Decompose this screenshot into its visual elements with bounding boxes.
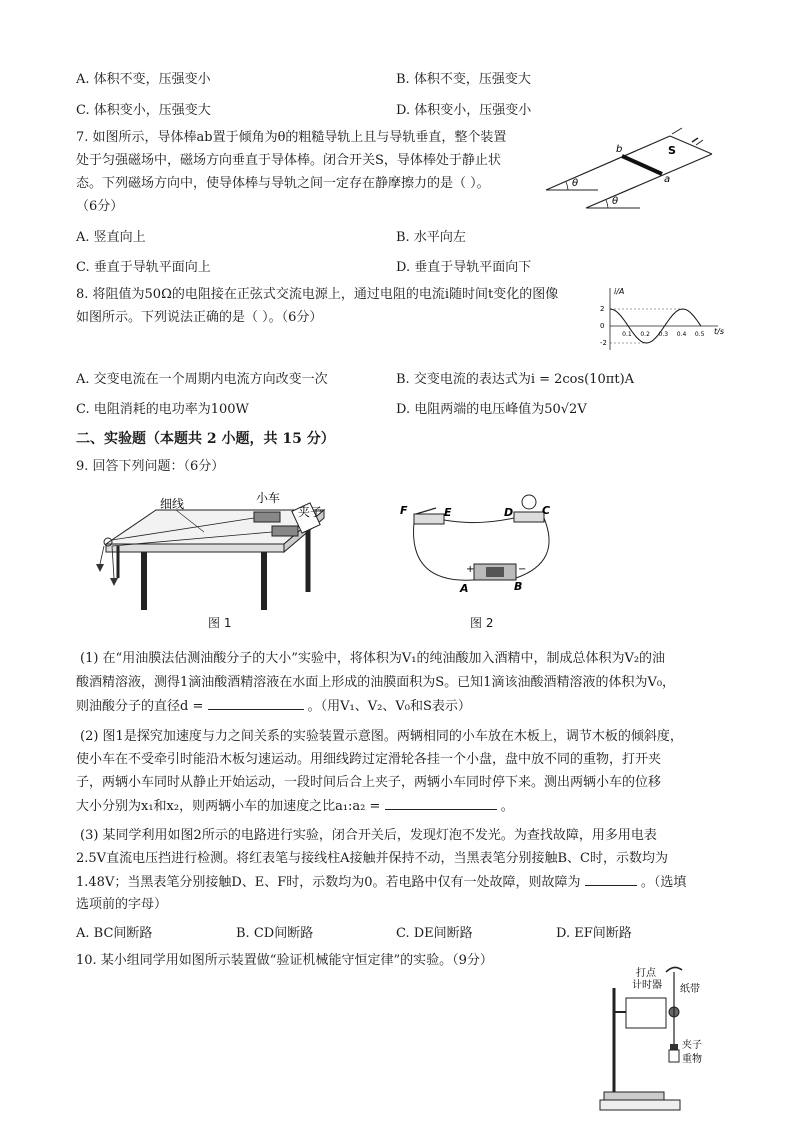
label-s: S (668, 144, 676, 157)
terminal-e: E (444, 506, 452, 519)
q9-p1-line-2: 酸酒精溶液，测得1滴油酸酒精溶液在水面上形成的油膜面积为S。已知1滴该油酸酒精溶液的体积为V₀， (76, 675, 676, 690)
q7-line-1: 7. 如图所示，导体棒ab置于倾角为θ的粗糙导轨上且与导轨垂直，整个装置 (76, 130, 507, 145)
timer-label-2: 计时器 (632, 980, 662, 991)
table-front-edge (106, 544, 284, 552)
x-tick-label: 0.1 (622, 331, 632, 338)
battery-minus: − (518, 564, 527, 575)
q6-option-b: B. 体积不变，压强变大 (396, 72, 531, 87)
q9-option-d: D. EF间断路 (556, 926, 632, 941)
q9-option-a: A. BC间断路 (76, 926, 153, 941)
q9-p1-line-1: (1) 在“用油膜法估测油酸分子的大小”实验中，将体积为V₁的纯油酸加入酒精中，制成总体积为V₂的油 (80, 651, 666, 666)
clip-piece (670, 1044, 678, 1050)
section-2-title: 二、实验题（本题共 2 小题，共 15 分） (76, 431, 335, 447)
q7-line-2: 处于匀强磁场中，磁场方向垂直于导体棒。闭合开关S，导体棒处于静止状 (76, 153, 501, 168)
battery-plate-1 (692, 138, 698, 142)
answer-blank-fault[interactable] (585, 873, 637, 886)
y-tick-label: 0 (600, 322, 605, 330)
angle-arc-1 (566, 182, 568, 190)
x-axis-label: t/s (714, 327, 724, 336)
bulb (522, 495, 536, 509)
terminal-c: C (542, 504, 551, 517)
battery-plus: + (466, 564, 475, 575)
switch-blade (672, 128, 682, 134)
q7-line-4: （6分） (76, 199, 124, 214)
q9-p2-line-4-pre: 大小分别为x₁和x₂，则两辆小车的加速度之比a₁:a₂ = (76, 799, 381, 814)
wire-f-a (414, 522, 475, 580)
q9-p2-line-3: 子，两辆小车同时从静止开始运动，一段时间后合上夹子，两辆小车同时停下来。测出两辆小车的位移 (76, 775, 662, 790)
q9-p3-line-2: 2.5V直流电压挡进行检测。将红表笔与接线柱A接触并保持不动，当黑表笔分别接触B、C时，示数均为 (76, 851, 668, 866)
q7-option-b: B. 水平向左 (396, 230, 466, 245)
switch-lever (416, 508, 436, 514)
answer-blank-ratio[interactable] (385, 797, 497, 810)
label-theta-1: θ (572, 178, 579, 189)
label-theta-2: θ (612, 196, 619, 207)
q9-figure-1 (84, 488, 344, 618)
rail-top (546, 136, 670, 190)
q9-p3-line-4: 选项前的字母） (76, 897, 168, 912)
q8-option-d: D. 电阻两端的电压峰值为50√2V (396, 402, 587, 417)
bulb-base (514, 512, 544, 522)
q6-option-c: C. 体积变小，压强变大 (76, 103, 211, 118)
timer-body (626, 998, 666, 1028)
weight-pan-1 (96, 564, 104, 572)
cart-2 (272, 526, 298, 536)
rail-bottom (586, 154, 712, 208)
q8-option-c: C. 电阻消耗的电功率为100W (76, 402, 249, 417)
switch-base (414, 514, 444, 524)
q9-p1-line-3 (76, 697, 471, 716)
q9-p3-line-1: (3) 某同学利用如图2所示的电路进行实验，闭合开关后，发现灯泡不发光。为查找故障，用多用电表 (80, 828, 657, 843)
q9-p2-line-1: (2) 图1是探究加速度与力之间关系的实验装置示意图。两辆相同的小车放在木板上，调节木板的倾斜度， (80, 729, 683, 744)
q9-p3-line-3-pre: 1.48V；当黑表笔分别接触D、E、F时，示数均为0。若电路中仅有一处故障，则故障为 (76, 875, 581, 890)
q7-option-d: D. 垂直于导轨平面向下 (396, 260, 532, 275)
q6-option-d: D. 体积变小，压强变小 (396, 103, 532, 118)
terminal-a: A (460, 582, 469, 595)
terminal-b: B (514, 580, 523, 593)
conductor-bar (622, 156, 662, 174)
figure-2-caption: 图 2 (470, 616, 494, 630)
q9-p2-line-4 (76, 797, 514, 816)
string-label: 细线 (160, 497, 185, 511)
end-connector (670, 136, 712, 154)
q8-option-a: A. 交变电流在一个周期内电流方向改变一次 (76, 372, 328, 387)
q9-title: 9. 回答下列问题：（6分） (76, 459, 225, 474)
q9-p2-line-2: 使小车在不受牵引时能沿木板匀速运动。用细线跨过定滑轮各挂一个小盘，盘中放不同的重物，打开夹 (76, 752, 662, 767)
x-tick-label: 0.4 (676, 331, 687, 338)
q9-p3-line-3-post: 。（选填 (640, 875, 687, 890)
stand-base (604, 1092, 664, 1100)
q10-apparatus-figure (596, 964, 716, 1114)
q9-option-b: B. CD间断路 (236, 926, 314, 941)
q7-option-c: C. 垂直于导轨平面向上 (76, 260, 211, 275)
q9-option-c: C. DE间断路 (396, 926, 473, 941)
figure-1-caption: 图 1 (208, 616, 232, 630)
label-a: a (664, 174, 671, 185)
q9-p1-line-3-post: 。（用V₁、V₂、V₀和S表示） (307, 699, 471, 714)
terminal-f: F (400, 504, 408, 517)
angle-arc-2 (606, 200, 608, 208)
x-tick-label: 0.2 (640, 331, 650, 338)
weight-pan-2 (110, 578, 118, 586)
hand (666, 967, 682, 972)
y-tick-label: -2 (600, 339, 607, 347)
timer-label-1: 打点 (636, 968, 656, 979)
x-tick-label: 0.5 (694, 331, 705, 338)
q9-figure-2 (396, 492, 566, 604)
q9-p3-line-3 (76, 873, 686, 892)
label-b: b (616, 144, 623, 155)
hanging-string-1 (100, 546, 104, 564)
tape-label: 纸带 (680, 984, 700, 995)
q7-line-3: 态。下列磁场方向中，使导体棒与导轨之间一定存在静摩擦力的是（ ）。 (76, 176, 490, 191)
q8-line-2: 如图所示。下列说法正确的是（ ）。（6分） (76, 310, 323, 325)
cart-label: 小车 (256, 491, 281, 505)
q8-line-1: 8. 将阻值为50Ω的电阻接在正弦式交流电源上，通过电阻的电流i随时间t变化的图像 (76, 287, 559, 302)
table (600, 1100, 680, 1110)
clip-label: 夹子 (682, 1040, 702, 1051)
answer-blank-diameter[interactable] (208, 697, 304, 710)
q10-title: 10. 某小组同学用如图所示装置做“验证机械能守恒定律”的实验。（9分） (76, 953, 493, 968)
q7-option-a: A. 竖直向上 (76, 230, 146, 245)
q9-p1-line-3-pre: 则油酸分子的直径d = (76, 699, 204, 714)
q7-incline-figure (540, 128, 720, 212)
q8-current-graph (592, 284, 722, 356)
battery (486, 567, 504, 577)
q8-option-b: B. 交变电流的表达式为i = 2cos(10πt)A (396, 372, 635, 387)
y-axis-label: i/A (614, 287, 625, 296)
x-tick-label: 0.3 (658, 331, 669, 338)
q9-p2-line-4-post: 。 (500, 799, 514, 814)
weight-label: 重物 (682, 1054, 702, 1065)
battery-plate-2 (696, 140, 703, 145)
weight (669, 1050, 679, 1062)
terminal-d: D (504, 506, 514, 519)
cart-1 (254, 512, 280, 522)
y-tick-label: 2 (600, 305, 605, 313)
clip-label: 夹子 (298, 505, 323, 519)
q6-option-a: A. 体积不变，压强变小 (76, 72, 211, 87)
